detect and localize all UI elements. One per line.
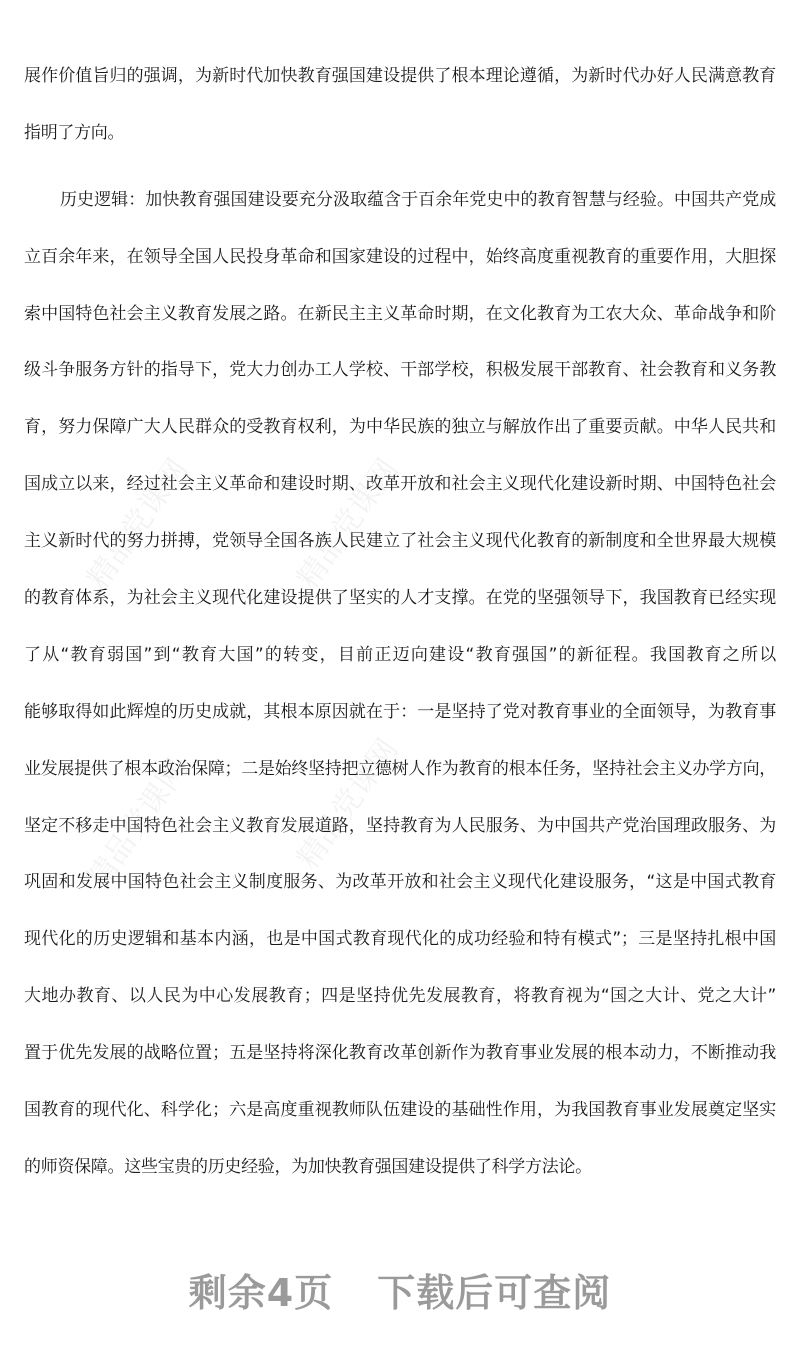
document-body <box>24 48 776 1196</box>
text-line: 的教育体系，为社会主义现代化建设提供了坚实的人才支撑。在党的坚强领导下，我国教育已经实现 <box>24 588 776 609</box>
text-line: 历史逻辑：加快教育强国建设要充分汲取蕴含于百余年党史中的教育智慧与经验。中国共产党成 <box>60 189 776 210</box>
watermark: 精品党课网 <box>80 452 196 596</box>
text-line: 指明了方向。 <box>24 122 125 143</box>
text-line: 巩固和发展中国特色社会主义制度服务、为改革开放和社会主义现代化建设服务，“这是中国式教育 <box>24 872 776 893</box>
text-line: 坚定不移走中国特色社会主义教育发展道路，坚持教育为人民服务、为中国共产党治国理政服务、为 <box>24 815 776 836</box>
text-line: 育，努力保障广大人民群众的受教育权利，为中华民族的独立与解放作出了重要贡献。中华人民共和 <box>24 417 776 438</box>
remaining-pages-label: 剩余4页 <box>188 1271 334 1315</box>
text-line: 国教育的现代化、科学化；六是高度重视教师队伍建设的基础性作用，为我国教育事业发展奠定坚实 <box>24 1100 776 1121</box>
text-line: 展作价值旨归的强调，为新时代加快教育强国建设提供了根本理论遵循，为新时代办好人民满意教育 <box>24 66 776 86</box>
watermark: 精品党课网 <box>290 732 406 876</box>
paragraph-2 <box>24 172 776 1196</box>
text-line: 置于优先发展的战略位置；五是坚持将深化教育改革创新作为教育事业发展的根本动力，不断推动我 <box>24 1043 776 1064</box>
text-line: 现代化的历史逻辑和基本内涵，也是中国式教育现代化的成功经验和特有模式”；三是坚持扎根中国 <box>24 929 776 950</box>
watermark: 精品党课网 <box>80 752 196 896</box>
download-prompt[interactable] <box>0 1262 800 1317</box>
text-line: 主义新时代的努力拼搏，党领导全国各族人民建立了社会主义现代化教育的新制度和全世界最大规模 <box>24 531 776 552</box>
text-line: 级斗争服务方针的指导下，党大力创办工人学校、干部学校，积极发展干部教育、社会教育和义务教 <box>24 360 776 381</box>
watermark: 精品党课网 <box>290 452 406 596</box>
text-line: 大地办教育、以人民为中心发展教育；四是坚持优先发展教育，将教育视为“国之大计、党之大计” <box>24 986 776 1007</box>
text-line: 国成立以来，经过社会主义革命和建设时期、改革开放和社会主义现代化建设新时期、中国特色社会 <box>24 474 776 495</box>
paragraph-1 <box>24 48 776 162</box>
text-line: 的师资保障。这些宝贵的历史经验，为加快教育强国建设提供了科学方法论。 <box>24 1156 592 1177</box>
text-line: 索中国特色社会主义教育发展之路。在新民主主义革命时期，在文化教育为工农大众、革命战争和阶 <box>24 303 776 324</box>
text-line: 业发展提供了根本政治保障；二是始终坚持把立德树人作为教育的根本任务，坚持社会主义办学方向， <box>24 758 776 779</box>
download-to-view-label[interactable]: 下载后可查阅 <box>377 1271 612 1315</box>
text-line: 了从“教育弱国”到“教育大国”的转变，目前正迈向建设“教育强国”的新征程。我国教育之所以 <box>24 644 776 665</box>
text-line: 能够取得如此辉煌的历史成就，其根本原因就在于：一是坚持了党对教育事业的全面领导，为教育事 <box>24 701 776 722</box>
text-line: 立百余年来，在领导全国人民投身革命和国家建设的过程中，始终高度重视教育的重要作用，大胆探 <box>24 246 776 267</box>
